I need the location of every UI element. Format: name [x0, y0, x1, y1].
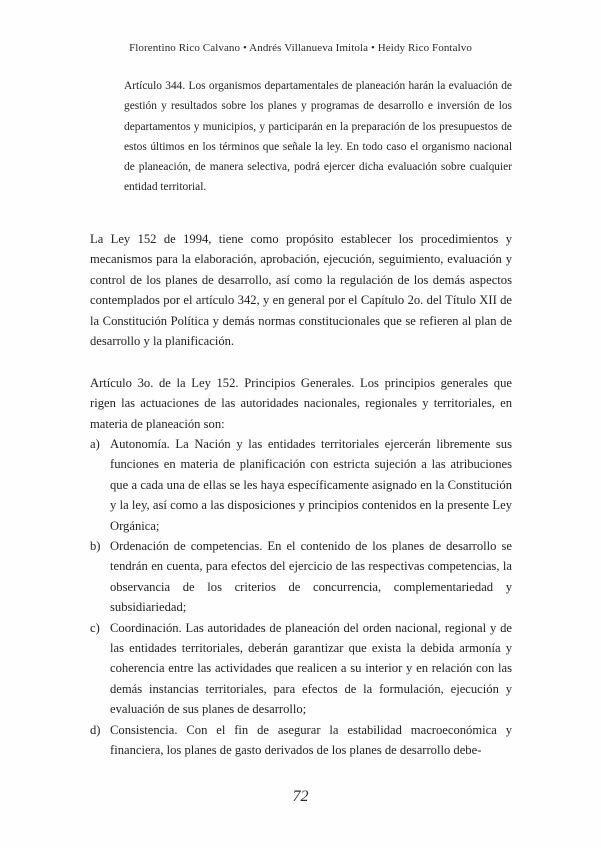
list-item-text: Autonomía. La Nación y las entidades territoriales ejercerán libremente sus funciones en materia de planificación con estricta sujeción a las atribuciones que a cada una de ellas se les haya específicamente asignado en la Constitución y la ley, así como a las disposiciones y principios contenidos en la presente Ley Orgánica;	[110, 437, 512, 533]
paragraph-ley-152: La Ley 152 de 1994, tiene como propósito establecer los procedimientos y mecanismos para la elaboración, aprobación, ejecución, seguimiento, evaluación y control de los planes de desarrollo, así como la regulación de los demás aspectos contemplados por el artículo 342, y en general por el Capítulo 2o. del Título XII de la Constitución Política y demás normas constitucionales que se refieren al plan de desarrollo y la planificación.	[90, 232, 512, 349]
running-head: Florentino Rico Calvano • Andrés Villanueva Imitola • Heidy Rico Fontalvo	[129, 42, 472, 54]
page-number: 72	[292, 788, 309, 805]
block-quote-articulo-344: Artículo 344. Los organismos departamentales de planeación harán la evaluación de gestión y resultados sobre los planes y programas de desarrollo e inversión de los departamentos y municipios, y participarán en la preparación de los presupuestos de estos últimos en los términos que señale la ley. En todo caso el organismo nacional de planeación, de manera selectiva, podrá ejercer dicha evaluación sobre cualquier entidad territorial.	[124, 80, 512, 194]
list-item-text: Consistencia. Con el fin de asegurar la estabilidad macroeconómica y financiera, los planes de gasto derivados de los planes de desarrollo debe-	[110, 722, 512, 758]
paragraph-articulo-3: Artículo 3o. de la Ley 152. Principios Generales. Los principios generales que rigen las actuaciones de las autoridades nacionales, regionales y territoriales, en materia de planeación son:	[90, 376, 512, 431]
list-marker: b)	[90, 539, 101, 554]
list-marker: c)	[90, 620, 100, 635]
list-item-text: Coordinación. Las autoridades de planeación del orden nacional, regional y de las entidades territoriales, deberán garantizar que exista la debida armonía y coherencia entre las actividades que realicen a su interior y en relación con las demás instancias territoriales, para efectos de la formulación, ejecución y evaluación de sus planes de desarrollo;	[110, 620, 512, 717]
list-item-autonomia	[90, 434, 512, 536]
list-item-ordenacion	[90, 536, 512, 618]
principles-list	[90, 434, 512, 761]
list-item-consistencia	[90, 720, 512, 761]
list-item-coordinacion	[90, 618, 512, 720]
list-marker: d)	[90, 722, 101, 737]
list-marker: a)	[90, 437, 100, 451]
list-item-text: Ordenación de competencias. En el contenido de los planes de desarrollo se tendrán en cuenta, para efectos del ejercicio de las respectivas competencias, la observancia de los criterios de concurrencia, complementariedad y subsidiariedad;	[110, 539, 512, 615]
